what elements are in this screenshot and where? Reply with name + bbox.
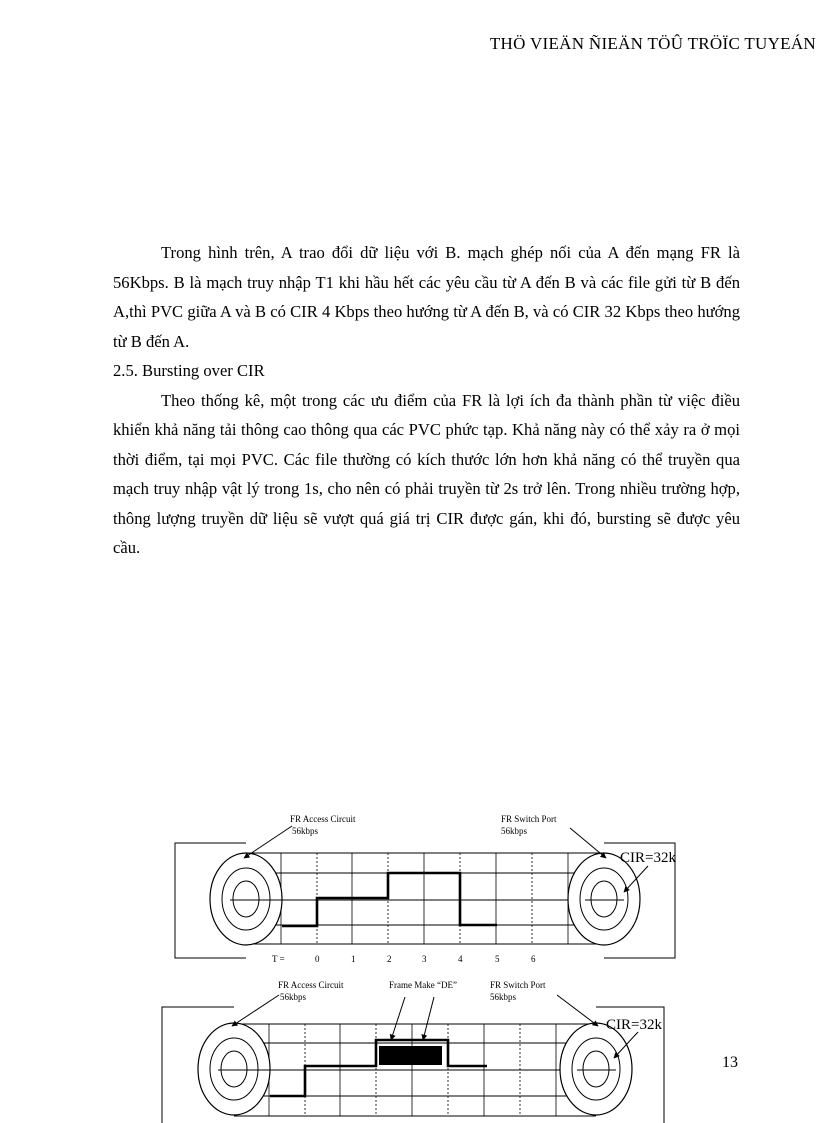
switch-port-speed: 56kbps <box>490 992 517 1002</box>
switch-port-label: FR Switch Port <box>501 814 557 824</box>
section-title: 2.5. Bursting over CIR <box>113 361 265 380</box>
diagram-1 <box>175 826 675 958</box>
paragraph-1: Trong hình trên, A trao đổi dữ liệu với B. mạch ghép nối của A đến mạng FR là 56Kbps. B là mạch truy nhập T1 khi hầu hết các yêu cầu từ A đến B và các file gửi từ B đến A,thì PVC giữa A và B có CIR 4 Kbps theo hướng từ A đến B, và có CIR 32 Kbps theo hướng từ B đến A. <box>113 243 740 351</box>
page-header: THÖ VIEÄN ÑIEÄN TÖÛ TRÖÏC TUYEÁN <box>489 34 816 53</box>
discard-eligible-frame <box>379 1046 442 1065</box>
switch-port-label: FR Switch Port <box>490 980 546 990</box>
paragraph-2: Theo thống kê, một trong các ưu điểm của FR là lợi ích đa thành phần từ việc điều khiển khả năng tải thông cao thông qua các PVC phức tạp. Khả năng này có thể xảy ra ở mọi thời điểm, tại mọi PVC. Các file thường có kích thước lớn hơn khả năng có thể truyền qua mạch truy nhập vật lý trong 1s, cho nên có phải truyền từ 2s trở lên. Trong nhiều trường hợp, thông lượng truyền dữ liệu sẽ vượt quá giá trị CIR được gán, khi đó, bursting sẽ được yêu cầu. <box>113 390 740 557</box>
access-circuit-label: FR Access Circuit <box>290 814 356 824</box>
cir-label: CIR=32k <box>606 1017 662 1033</box>
time-tick: 2 <box>387 954 392 964</box>
switch-port-speed: 56kbps <box>501 826 528 836</box>
access-circuit-speed: 56kbps <box>280 992 307 1002</box>
throughput-step-line <box>270 1040 487 1096</box>
time-tick: 1 <box>351 954 356 964</box>
time-tick: 4 <box>458 954 463 964</box>
page-number: 13 <box>722 1054 738 1071</box>
time-tick: 3 <box>422 954 427 964</box>
time-tick: 5 <box>495 954 500 964</box>
diagram-2 <box>162 995 664 1123</box>
cir-label: CIR=32k <box>620 850 676 866</box>
time-tick: 0 <box>315 954 320 964</box>
access-circuit-speed: 56kbps <box>292 826 319 836</box>
time-axis-label: T = <box>272 954 285 964</box>
access-circuit-label: FR Access Circuit <box>278 980 344 990</box>
frame-de-label: Frame Make “DE” <box>389 980 457 990</box>
time-tick: 6 <box>531 954 536 964</box>
